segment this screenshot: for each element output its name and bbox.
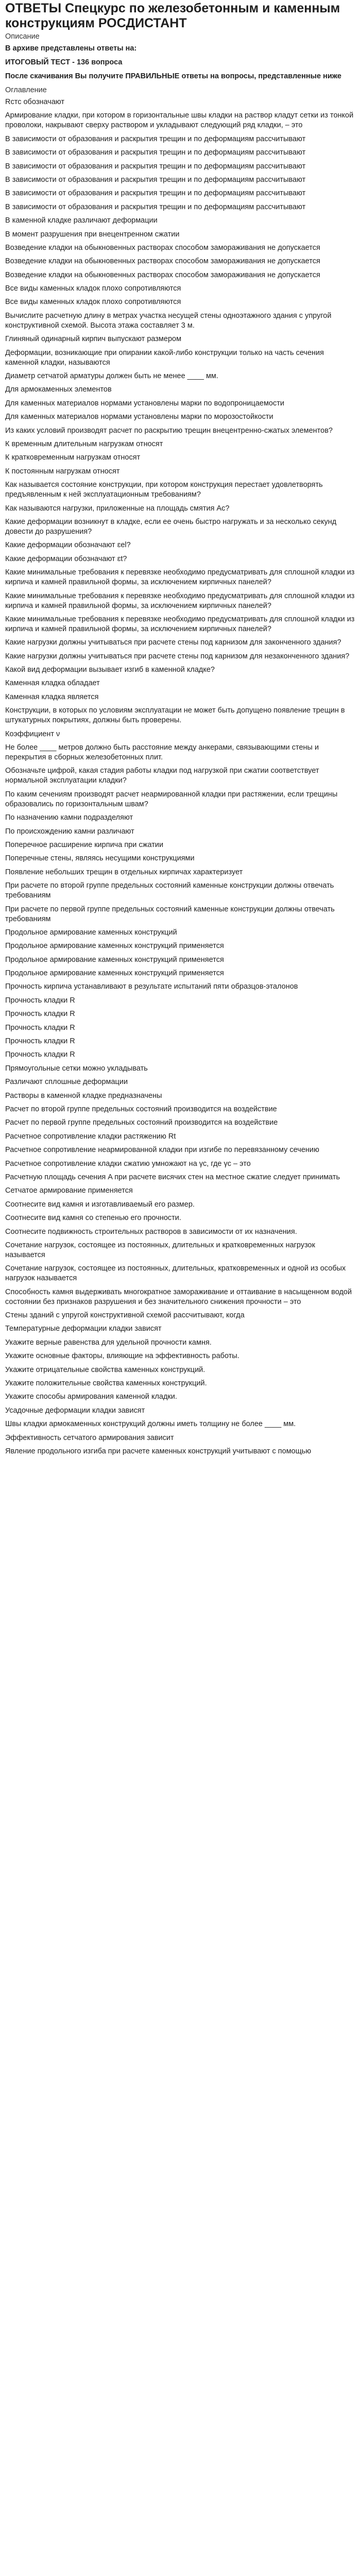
question-item: Какие нагрузки должны учитываться при расчете стены под карнизом для законченного здания?: [5, 638, 341, 647]
question-item: Диаметр сетчатой арматуры должен быть не менее ____ мм.: [5, 372, 218, 381]
question-item: К временным длительным нагрузкам относят: [5, 439, 163, 448]
question-item: Какие деформации обозначают ɛel?: [5, 541, 131, 550]
question-item: При расчете по второй группе предельных состояний каменные конструкции должны отвечать требованиям: [5, 882, 334, 900]
question-item: Сочетание нагрузок, состоящее из постоянных, длительных, кратковременных и одной из особых нагрузок называется: [5, 1264, 346, 1283]
question-item: Какие минимальные требования к перевязке необходимо предусматривать для сплошной кладки из кирпича и камней правильной формы, за исключением кирпичных панелей?: [5, 615, 355, 633]
question-item: Стены зданий с упругой конструктивной схемой рассчитывают, когда: [5, 1311, 245, 1320]
question-item: Для армокаменных элементов: [5, 385, 112, 394]
question-item: Явление продольного изгиба при расчете каменных конструкций учитывают с помощью: [5, 1447, 312, 1455]
description-label: Описание: [5, 32, 40, 41]
question-item: Прочность кладки R: [5, 1050, 75, 1059]
question-item: По происхождению камни различают: [5, 827, 134, 836]
question-item: По каким сечениям производят расчет неармированной кладки при растяжении, если трещины образовались по горизонтальным швам?: [5, 790, 338, 808]
question-item: В зависимости от образования и раскрытия трещин и по деформациям рассчитывают: [5, 175, 306, 184]
question-item: Швы кладки армокаменных конструкций должны иметь толщину не более ____ мм.: [5, 1420, 296, 1429]
question-item: Сочетание нагрузок, состоящее из постоянных, длительных и кратковременных нагрузок называется: [5, 1241, 315, 1259]
question-item: Какие нагрузки должны учитываться при расчете стены под карнизом для незаконченного здания?: [5, 652, 350, 660]
question-item: Каменная кладка является: [5, 692, 99, 701]
question-item: Укажите основные факторы, влияющие на эффективность работы.: [5, 1352, 239, 1361]
question-item: В зависимости от образования и раскрытия трещин и по деформациям рассчитывают: [5, 148, 306, 157]
question-item: Армирование кладки, при котором в горизонтальные швы кладки на раствор кладут сетки из тонкой проволоки, накрывают сверху раствором и укладывают следующий ряд кладки, – это: [5, 111, 354, 130]
download-note: После скачивания Вы получите ПРАВИЛЬНЫЕ ответы на вопросы, представленные ниже: [5, 72, 341, 80]
question-item: Каменная кладка обладает: [5, 679, 100, 688]
question-item: Продольное армирование каменных конструкций применяется: [5, 955, 224, 964]
question-item: Прочность кладки R: [5, 1037, 75, 1046]
question-item: Появление небольших трещин в отдельных кирпичах характеризует: [5, 868, 243, 876]
toc-label: Оглавление: [5, 86, 47, 94]
question-list: [5, 97, 356, 1456]
question-item: К кратковременным нагрузкам относят: [5, 453, 141, 462]
archive-line: В архиве представлены ответы на:: [5, 44, 137, 53]
question-item: В зависимости от образования и раскрытия трещин и по деформациям рассчитывают: [5, 202, 306, 211]
question-item: Различают сплошные деформации: [5, 1078, 128, 1087]
question-item: Укажите отрицательные свойства каменных конструкций.: [5, 1365, 205, 1374]
question-item: Возведение кладки на обыкновенных растворах способом замораживания не допускается: [5, 257, 320, 266]
question-item: Сетчатое армирование применяется: [5, 1187, 133, 1195]
question-item: Прочность кладки R: [5, 1010, 75, 1019]
question-item: В момент разрушения при внецентренном сжатии: [5, 230, 180, 239]
test-line: ИТОГОВЫЙ ТЕСТ - 136 вопроса: [5, 58, 123, 66]
question-item: Прямоугольные сетки можно укладывать: [5, 1064, 148, 1073]
question-item: Возведение кладки на обыкновенных растворах способом замораживания не допускается: [5, 243, 320, 252]
question-item: Как называются нагрузки, приложенные на площадь смятия Ac?: [5, 504, 230, 513]
question-item: Усадочные деформации кладки зависят: [5, 1406, 145, 1415]
question-item: Все виды каменных кладок плохо сопротивляются: [5, 298, 181, 307]
question-item: Укажите способы армирования каменной кладки.: [5, 1393, 177, 1401]
question-item: Поперечные стены, являясь несущими конструкциями: [5, 854, 195, 863]
question-item: Соотнесите вид камня и изготавливаемый его размер.: [5, 1200, 195, 1209]
question-item: Расчетное сопротивление неармированной кладки при изгибе по перевязанному сечению: [5, 1146, 319, 1155]
question-item: Прочность кладки R: [5, 996, 75, 1005]
question-item: Прочность кирпича устанавливают в результате испытаний пяти образцов-эталонов: [5, 982, 298, 991]
question-item: Все виды каменных кладок плохо сопротивляются: [5, 284, 181, 293]
question-item: К постоянным нагрузкам относят: [5, 467, 120, 476]
question-item: По назначению камни подразделяют: [5, 814, 133, 822]
question-item: Расчетную площадь сечения A при расчете висячих стен на местное сжатие следует принимать: [5, 1173, 340, 1181]
question-item: В зависимости от образования и раскрытия трещин и по деформациям рассчитывают: [5, 134, 306, 143]
question-item: Глиняный одинарный кирпич выпускают размером: [5, 335, 182, 344]
question-item: Коэффициент ν: [5, 730, 60, 738]
question-item: Какой вид деформации вызывает изгиб в каменной кладке?: [5, 666, 215, 674]
question-item: При расчете по первой группе предельных состояний каменные конструкции должны отвечать требованиям: [5, 905, 335, 923]
question-item: Эффективность сетчатого армирования зависит: [5, 1433, 174, 1442]
question-item: Продольное армирование каменных конструкций: [5, 928, 177, 937]
question-item: Расчетное сопротивление кладки растяжению Rt: [5, 1132, 176, 1141]
question-item: Какие деформации обозначают ɛt?: [5, 554, 127, 563]
question-item: Способность камня выдерживать многократное замораживание и оттаивание в насыщенном водой состоянии без признаков разрушения и без значительного снижения прочности – это: [5, 1287, 352, 1306]
question-item: Прочность кладки R: [5, 1023, 75, 1032]
question-item: Расчетное сопротивление кладки сжатию умножают на γc, где γc – это: [5, 1159, 251, 1168]
question-item: Какие минимальные требования к перевязке необходимо предусматривать для сплошной кладки из кирпича и камней правильной формы, за исключением кирпичных панелей?: [5, 568, 355, 587]
question-item: Продольное армирование каменных конструкций применяется: [5, 942, 224, 951]
question-item: Расчет по второй группе предельных состояний производится на воздействие: [5, 1105, 277, 1113]
question-item: Вычислите расчетную длину в метрах участка несущей стены одноэтажного здания с упругой конструктивной схемой. Высота этажа составляет 3 м.: [5, 311, 332, 330]
question-item: Какие минимальные требования к перевязке необходимо предусматривать для сплошной кладки из кирпича и камней правильной формы, за исключением кирпичных панелей?: [5, 591, 355, 610]
question-item: В каменной кладке различают деформации: [5, 216, 158, 225]
question-item: Для каменных материалов нормами установлены марки по водопроницаемости: [5, 399, 284, 408]
question-item: Как называется состояние конструкции, при котором конструкция перестает удовлетворять предъявленным к ней эксплуатационным требованиям?: [5, 481, 323, 499]
question-item: Для каменных материалов нормами установлены марки по морозостойкости: [5, 413, 273, 421]
question-item: Какие деформации возникнут в кладке, если ее очень быстро нагружать и за несколько секунд довести до разрушения?: [5, 517, 337, 536]
question-item: В зависимости от образования и раскрытия трещин и по деформациям рассчитывают: [5, 189, 306, 198]
question-item: Обозначьте цифрой, какая стадия работы кладки под нагрузкой при сжатии соответствует нормальной эксплуатации кладки?: [5, 767, 319, 785]
question-item: Растворы в каменной кладке предназначены: [5, 1091, 162, 1100]
question-item: Из каких условий производят расчет по раскрытию трещин внецентренно-сжатых элементов?: [5, 426, 333, 435]
question-item: Конструкции, в которых по условиям эксплуатации не может быть допущено появление трещин в штукатурных покрытиях, должны быть проверены.: [5, 706, 345, 725]
question-item: Укажите верные равенства для удельной прочности камня.: [5, 1338, 212, 1347]
question-item: Не более ____ метров должно быть расстояние между анкерами, связывающими стены и перекрытия в сборных железобетонных плит.: [5, 743, 319, 762]
page-title: ОТВЕТЫ Спецкурс по железобетонным и каменным конструкциям РОСДИСТАНТ: [5, 1, 340, 30]
question-item: Соотнесите вид камня со степенью его прочности.: [5, 1214, 181, 1223]
question-item: Rстс обозначают: [5, 98, 64, 106]
question-item: Поперечное расширение кирпича при сжатии: [5, 840, 164, 849]
question-item: Деформации, возникающие при опирании какой-либо конструкции только на часть сечения каменной кладки, называются: [5, 348, 324, 367]
question-item: Расчет по первой группе предельных состояний производится на воздействие: [5, 1118, 278, 1127]
question-item: Продольное армирование каменных конструкций применяется: [5, 969, 224, 978]
question-item: Укажите положительные свойства каменных конструкций.: [5, 1379, 207, 1388]
question-item: Соотнесите подвижность строительных растворов в зависимости от их назначения.: [5, 1227, 297, 1236]
question-item: Возведение кладки на обыкновенных растворах способом замораживания не допускается: [5, 270, 320, 279]
question-item: В зависимости от образования и раскрытия трещин и по деформациям рассчитывают: [5, 162, 306, 171]
question-item: Температурные деформации кладки зависят: [5, 1325, 162, 1333]
